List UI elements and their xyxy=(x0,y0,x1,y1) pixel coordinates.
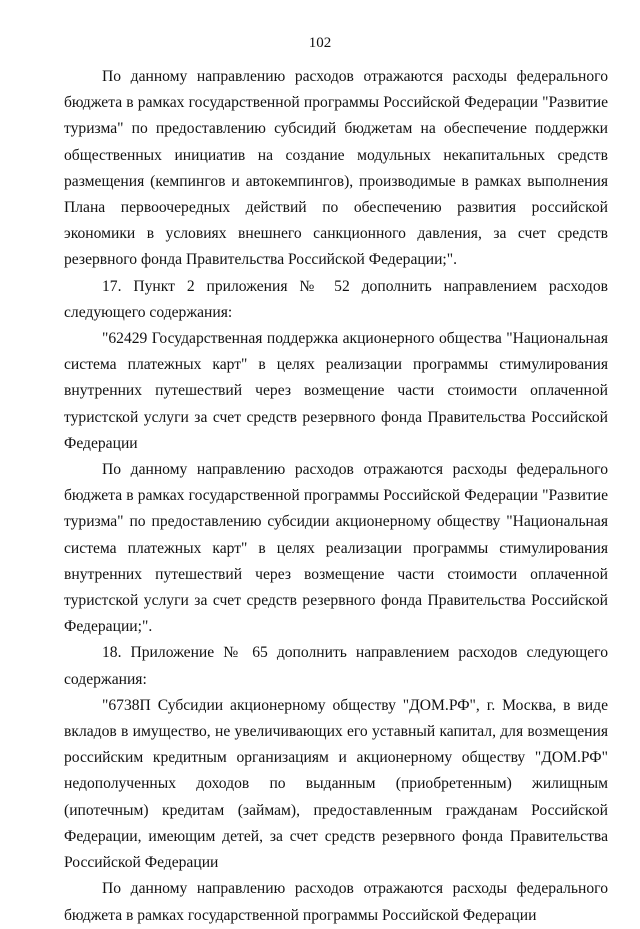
paragraph-5: 18. Приложение № 65 дополнить направлением расходов следующего содержания: xyxy=(64,644,608,688)
paragraph-6: "6738П Субсидии акционерному обществу "ДОМ.РФ", г. Москва, в виде вкладов в имущество, не увеличивающих его уставный капитал, для возмещения российским кредитным организациям и акционерному обществу "ДОМ.РФ" недополученных доходов по выданным (приобретенным) жилищным (ипотечным) кредитам (займам), предоставленным гражданам Российской Федерации, имеющим детей, за счет средств резервного фонда Правительства Российской Федерации xyxy=(64,696,608,872)
paragraph-2: 17. Пункт 2 приложения № 52 дополнить направлением расходов следующего содержания: xyxy=(64,277,608,321)
paragraph-3: "62429 Государственная поддержка акционерного общества "Национальная система платежных карт" в целях реализации программы стимулирования внутренних путешествий через возмещение части стоимости оплаченной туристской услуги за счет средств резервного фонда Правительства Российской Федерации xyxy=(64,330,608,452)
paragraph-4: По данному направлению расходов отражаются расходы федерального бюджета в рамках государственной программы Российской Федерации "Развитие туризма" по предоставлению субсидии акционерному обществу "Национальная система платежных карт" в целях реализации программы стимулирования внутренних путешествий через возмещение части стоимости оплаченной туристской услуги за счет средств резервного фонда Правительства Российской Федерации;". xyxy=(64,461,608,636)
paragraph-7: По данному направлению расходов отражаются расходы федерального бюджета в рамках государственной программы Российской Федерации xyxy=(64,880,608,924)
paragraph-1: По данному направлению расходов отражаются расходы федерального бюджета в рамках государственной программы Российской Федерации "Развитие туризма" по предоставлению субсидий бюджетам на обеспечение поддержки общественных инициатив на создание модульных некапитальных средств размещения (кемпингов и автокемпингов), производимые в рамках выполнения Плана первоочередных действий по обеспечению развития российской экономики в условиях внешнего санкционного давления, за счет средств резервного фонда Правительства Российской Федерации;". xyxy=(64,68,608,269)
document-body xyxy=(64,64,608,929)
page-number: 102 xyxy=(308,35,332,51)
